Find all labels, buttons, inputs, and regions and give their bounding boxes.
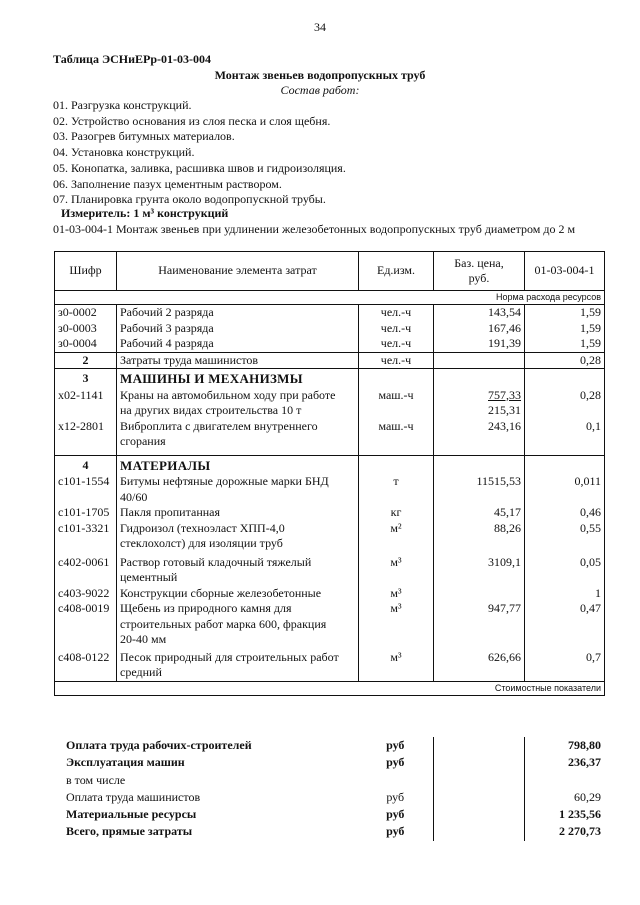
row-name (117, 388, 359, 419)
header-unit: Ед.изм. (359, 252, 434, 291)
row-norm: 1,59 (525, 336, 605, 352)
row-price (434, 586, 525, 602)
table-title: Монтаж звеньев водопропускных труб (214, 68, 426, 82)
cost-unit: руб (386, 789, 405, 804)
row-name-line: строительных работ марка 600, фракция (120, 616, 327, 631)
row-name (117, 521, 359, 552)
row-name-line: 20-40 мм (120, 632, 167, 646)
row-price-line: 215,31 (488, 403, 521, 417)
row-name-line: средний (120, 665, 162, 679)
table-row (55, 305, 605, 321)
work-item: 07. Планировка грунта около водопропускной трубы. (53, 192, 326, 207)
row-name: Пакля пропитанная (117, 505, 359, 521)
row-name (117, 419, 359, 450)
row-norm: 0,1 (525, 419, 605, 450)
resource-norms-table (54, 251, 605, 696)
row-price: 88,26 (434, 521, 525, 552)
row-code: с101-1554 (55, 474, 117, 505)
table-row (55, 505, 605, 521)
cost-name: Материальные ресурсы (66, 807, 197, 822)
row-name-line: Гидроизол (техноэласт ХПП-4,0 (120, 520, 285, 535)
cost-value: 798,80 (568, 738, 601, 752)
row-name (117, 601, 359, 648)
section-header-materials (55, 455, 605, 474)
page-number: 34 (314, 20, 326, 34)
row-unit: чел.-ч (359, 321, 434, 337)
cost-unit (358, 772, 433, 789)
table-row (55, 586, 605, 602)
section-title: МАТЕРИАЛЫ (120, 457, 211, 473)
norm-bar: Норма расхода ресурсов (55, 291, 605, 305)
cost-name: в том числе (66, 772, 126, 787)
row-name: Конструкции сборные железобетонные (117, 586, 359, 602)
row-price: 626,66 (434, 648, 525, 682)
row-code: с402-0061 (55, 552, 117, 586)
code-description: 01-03-004-1 Монтаж звеньев при удлинении железобетонных водопропускных труб диаметром до 2 м (53, 222, 576, 236)
row-norm: 0,46 (525, 505, 605, 521)
row-norm: 0,28 (525, 388, 605, 419)
row-norm: 1 (525, 586, 605, 602)
work-item: 01. Разгрузка конструкций. (53, 98, 192, 112)
row-unit: м² (359, 521, 434, 552)
row-price-line: 757,33 (488, 387, 521, 402)
row-unit: м³ (359, 552, 434, 586)
row-price: 3109,1 (434, 552, 525, 586)
row-norm: 0,011 (525, 474, 605, 505)
row-code: с101-3321 (55, 521, 117, 552)
cost-value (524, 772, 604, 789)
table-row (55, 419, 605, 450)
row-price: 191,39 (434, 336, 525, 352)
cost-row (54, 754, 604, 771)
norm-bar-row (55, 291, 605, 305)
row-name-line: цементный (120, 570, 178, 584)
section-header-machines (55, 369, 605, 388)
cost-name: Оплата труда рабочих-строителей (66, 738, 252, 752)
row-price: 45,17 (434, 505, 525, 521)
row-code: 2 (55, 352, 117, 369)
row-unit: м³ (359, 648, 434, 682)
row-name-line: Щебень из природного камня для (120, 601, 292, 615)
cost-row (54, 737, 604, 754)
row-price (434, 352, 525, 369)
row-name-line: Виброплита с двигателем внутреннего (120, 418, 318, 433)
work-item: 04. Установка конструкций. (53, 145, 195, 160)
cost-value: 60,29 (574, 789, 601, 804)
cost-value: 236,37 (568, 755, 601, 770)
row-norm: 1,59 (525, 305, 605, 321)
row-unit: маш.-ч (359, 419, 434, 450)
table-header-row (55, 252, 605, 291)
cost-name: Эксплуатация машин (66, 755, 185, 770)
work-item: 03. Разогрев битумных материалов. (53, 129, 235, 144)
row-unit: чел.-ч (359, 305, 434, 321)
section-title-cell (117, 369, 359, 388)
cost-row (54, 789, 604, 806)
table-row (55, 552, 605, 586)
table-row (55, 521, 605, 552)
measure-unit: Измеритель: 1 м³ конструкций (61, 206, 229, 220)
table-row (55, 648, 605, 682)
row-norm: 0,47 (525, 601, 605, 648)
header-code: Шифр (55, 252, 117, 291)
row-name (117, 552, 359, 586)
row-code: з0-0004 (55, 336, 117, 352)
cost-value: 2 270,73 (559, 824, 601, 839)
row-code: х02-1141 (55, 388, 117, 419)
row-norm: 1,59 (525, 321, 605, 337)
header-price-line1: Баз. цена, (454, 255, 504, 270)
header-name: Наименование элемента затрат (117, 252, 359, 291)
row-unit: чел.-ч (359, 352, 434, 369)
cost-unit: руб (386, 755, 405, 770)
row-price: 11515,53 (434, 474, 525, 505)
work-item: 02. Устройство основания из слоя песка и слоя щебня. (53, 113, 331, 128)
cost-name: Оплата труда машинистов (66, 789, 201, 804)
cost-unit: руб (386, 807, 405, 822)
table-row (55, 321, 605, 337)
row-price (434, 388, 525, 419)
row-unit: т (359, 474, 434, 505)
cost-unit: руб (386, 738, 405, 752)
row-unit: м³ (359, 586, 434, 602)
table-row (55, 601, 605, 648)
row-name: Рабочий 3 разряда (117, 321, 359, 337)
row-code: с101-1705 (55, 505, 117, 521)
row-name: Затраты труда машинистов (117, 352, 359, 369)
row-code: с408-0019 (55, 601, 117, 648)
row-name: Рабочий 4 разряда (117, 336, 359, 352)
row-name (117, 648, 359, 682)
row-code: х12-2801 (55, 419, 117, 450)
header-price-line2: руб. (468, 271, 490, 285)
row-unit: чел.-ч (359, 336, 434, 352)
row-price: 947,77 (434, 601, 525, 648)
section-title: МАШИНЫ И МЕХАНИЗМЫ (120, 371, 303, 386)
row-name-line: на других видах строительства 10 т (120, 403, 302, 417)
work-item: 06. Заполнение пазух цементным раствором. (53, 176, 282, 191)
row-name-line: Песок природный для строительных работ (120, 649, 339, 664)
cost-bar: Стоимостные показатели (55, 681, 605, 695)
cost-value: 1 235,56 (559, 807, 601, 822)
header-price (434, 252, 525, 291)
work-item: 05. Конопатка, заливка, расшивка швов и гидроизоляция. (53, 160, 346, 175)
section-code: 4 (55, 455, 117, 474)
row-code: с403-9022 (55, 586, 117, 602)
row-unit: маш.-ч (359, 388, 434, 419)
cost-row (54, 772, 604, 789)
table-row (55, 388, 605, 419)
row-name-line: Битумы нефтяные дорожные марки БНД (120, 474, 329, 488)
row-name-line: сгорания (120, 434, 166, 448)
row-name-line: Краны на автомобильном ходу при работе (120, 387, 336, 402)
row-price: 167,46 (434, 321, 525, 337)
cost-summary-table (54, 737, 604, 841)
section-code: 3 (55, 369, 117, 388)
works-list (53, 98, 346, 208)
table-row (55, 352, 605, 369)
row-name: Рабочий 2 разряда (117, 305, 359, 321)
row-unit: м³ (359, 601, 434, 648)
row-code: з0-0003 (55, 321, 117, 337)
cost-row (54, 823, 604, 840)
table-id: Таблица ЭСНиЕРр-01-03-004 (53, 52, 212, 66)
table-row (55, 336, 605, 352)
cost-name: Всего, прямые затраты (66, 824, 193, 839)
row-price: 143,54 (434, 305, 525, 321)
row-name (117, 474, 359, 505)
row-unit: кг (359, 505, 434, 521)
row-code: з0-0002 (55, 305, 117, 321)
row-name-line: стеклохолст) для изоляции труб (120, 536, 283, 550)
row-price: 243,16 (434, 419, 525, 450)
cost-bar-row (55, 681, 605, 695)
cost-row (54, 806, 604, 823)
works-heading: Состав работ: (280, 83, 360, 97)
row-norm: 0,55 (525, 521, 605, 552)
row-norm: 0,28 (525, 352, 605, 369)
row-name-line: Раствор готовый кладочный тяжелый (120, 554, 312, 569)
row-norm: 0,7 (525, 648, 605, 682)
row-name-line: 40/60 (120, 489, 148, 504)
cost-unit: руб (386, 824, 405, 839)
row-code: с408-0122 (55, 648, 117, 682)
table-row (55, 474, 605, 505)
section-title-cell (117, 455, 359, 474)
row-norm: 0,05 (525, 552, 605, 586)
header-norm: 01-03-004-1 (525, 252, 605, 291)
